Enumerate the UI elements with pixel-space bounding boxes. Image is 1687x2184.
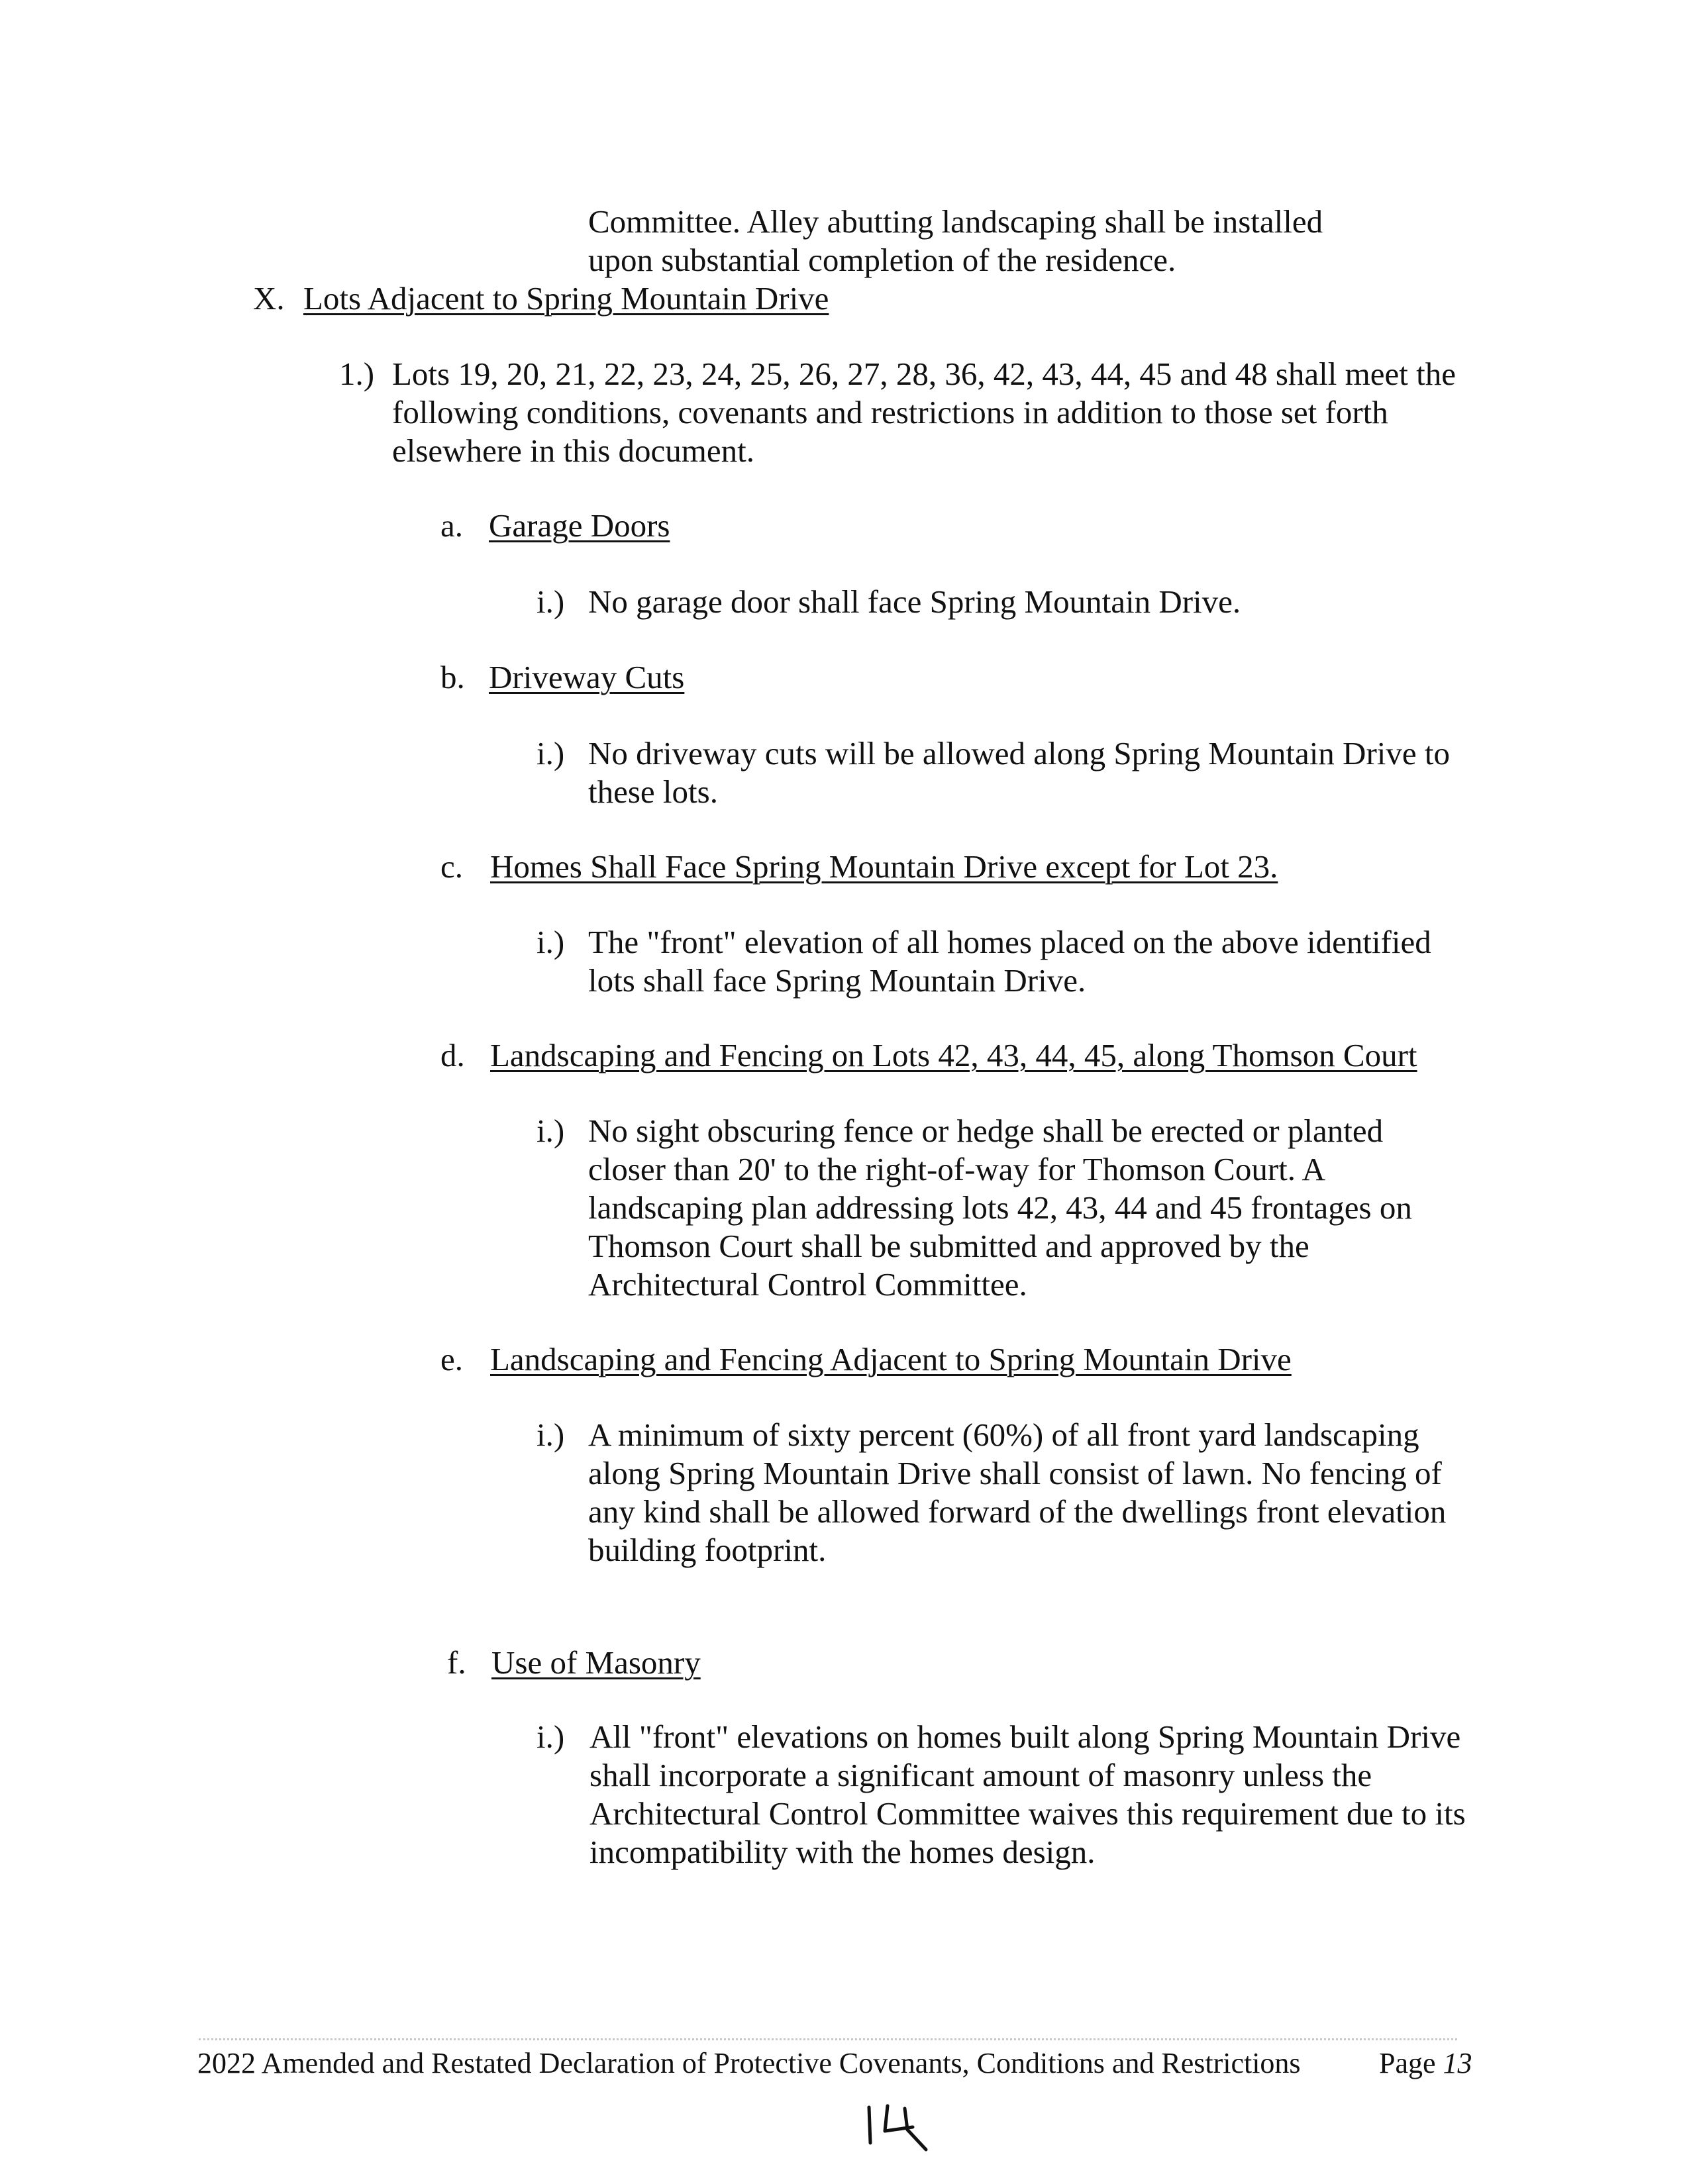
- clause-line: building footprint.: [588, 1532, 827, 1568]
- continuation-line: Committee. Alley abutting landscaping shall be installed: [588, 203, 1323, 240]
- footer-document-title: 2022 Amended and Restated Declaration of Protective Covenants, Conditions and Restrictions: [197, 2047, 1301, 2079]
- subsection-marker: a.: [440, 507, 463, 544]
- subsection-title: Garage Doors: [489, 507, 670, 544]
- clause-marker: i.): [537, 924, 565, 960]
- clause-line: shall incorporate a significant amount of masonry unless the: [589, 1757, 1372, 1793]
- subsection-marker: f.: [447, 1644, 466, 1681]
- item-line: elsewhere in this document.: [392, 432, 755, 469]
- clause-line: All "front" elevations on homes built along Spring Mountain Drive: [589, 1718, 1461, 1755]
- clause-marker: i.): [537, 1416, 565, 1453]
- clause-line: landscaping plan addressing lots 42, 43, 44 and 45 frontages on: [588, 1189, 1412, 1226]
- clause-line: Architectural Control Committee.: [588, 1266, 1027, 1303]
- item-line: following conditions, covenants and restrictions in addition to those set forth: [392, 394, 1388, 430]
- subsection-marker: b.: [440, 659, 465, 695]
- clause-line: closer than 20' to the right-of-way for Thomson Court. A: [588, 1151, 1325, 1187]
- item-line: Lots 19, 20, 21, 22, 23, 24, 25, 26, 27, 28, 36, 42, 43, 44, 45 and 48 shall meet the: [392, 356, 1456, 392]
- page-number: 13: [1443, 2047, 1472, 2079]
- footer-page-label: [1379, 2046, 1472, 2080]
- subsection-marker: e.: [440, 1341, 463, 1377]
- clause-marker: i.): [537, 1718, 565, 1755]
- clause-line: The "front" elevation of all homes placed on the above identified: [588, 924, 1431, 960]
- clause-line: A minimum of sixty percent (60%) of all front yard landscaping: [588, 1416, 1419, 1453]
- clause-line: Architectural Control Committee waives this requirement due to its: [589, 1795, 1466, 1832]
- clause-line: No garage door shall face Spring Mountain Drive.: [588, 583, 1241, 620]
- clause-marker: i.): [537, 583, 565, 620]
- section-title: Lots Adjacent to Spring Mountain Drive: [303, 280, 829, 317]
- item-marker: 1.): [339, 356, 375, 392]
- clause-line: incompatibility with the homes design.: [589, 1834, 1096, 1870]
- subsection-title: Landscaping and Fencing Adjacent to Spring Mountain Drive: [490, 1341, 1292, 1377]
- subsection-marker: c.: [440, 848, 463, 885]
- clause-line: No sight obscuring fence or hedge shall be erected or planted: [588, 1113, 1384, 1149]
- clause-line: these lots.: [588, 773, 718, 810]
- subsection-marker: d.: [440, 1037, 465, 1073]
- section-marker: X.: [253, 280, 285, 317]
- clause-line: Thomson Court shall be submitted and approved by the: [588, 1228, 1309, 1264]
- clause-marker: i.): [537, 735, 565, 771]
- subsection-title: Landscaping and Fencing on Lots 42, 43, 44, 45, along Thomson Court: [490, 1037, 1417, 1073]
- clause-line: any kind shall be allowed forward of the dwellings front elevation: [588, 1493, 1447, 1530]
- clause-line: No driveway cuts will be allowed along Spring Mountain Drive to: [588, 735, 1450, 771]
- page-label: Page: [1379, 2047, 1436, 2079]
- subsection-title: Driveway Cuts: [489, 659, 685, 695]
- clause-line: along Spring Mountain Drive shall consist of lawn. No fencing of: [588, 1455, 1442, 1491]
- subsection-title: Homes Shall Face Spring Mountain Drive except for Lot 23.: [490, 848, 1278, 885]
- clause-marker: i.): [537, 1113, 565, 1149]
- continuation-line: upon substantial completion of the residence.: [588, 242, 1176, 278]
- subsection-title: Use of Masonry: [491, 1644, 701, 1681]
- clause-line: lots shall face Spring Mountain Drive.: [588, 962, 1086, 999]
- handwritten-page-number: [861, 2093, 934, 2152]
- scan-artifact: [199, 2038, 1457, 2043]
